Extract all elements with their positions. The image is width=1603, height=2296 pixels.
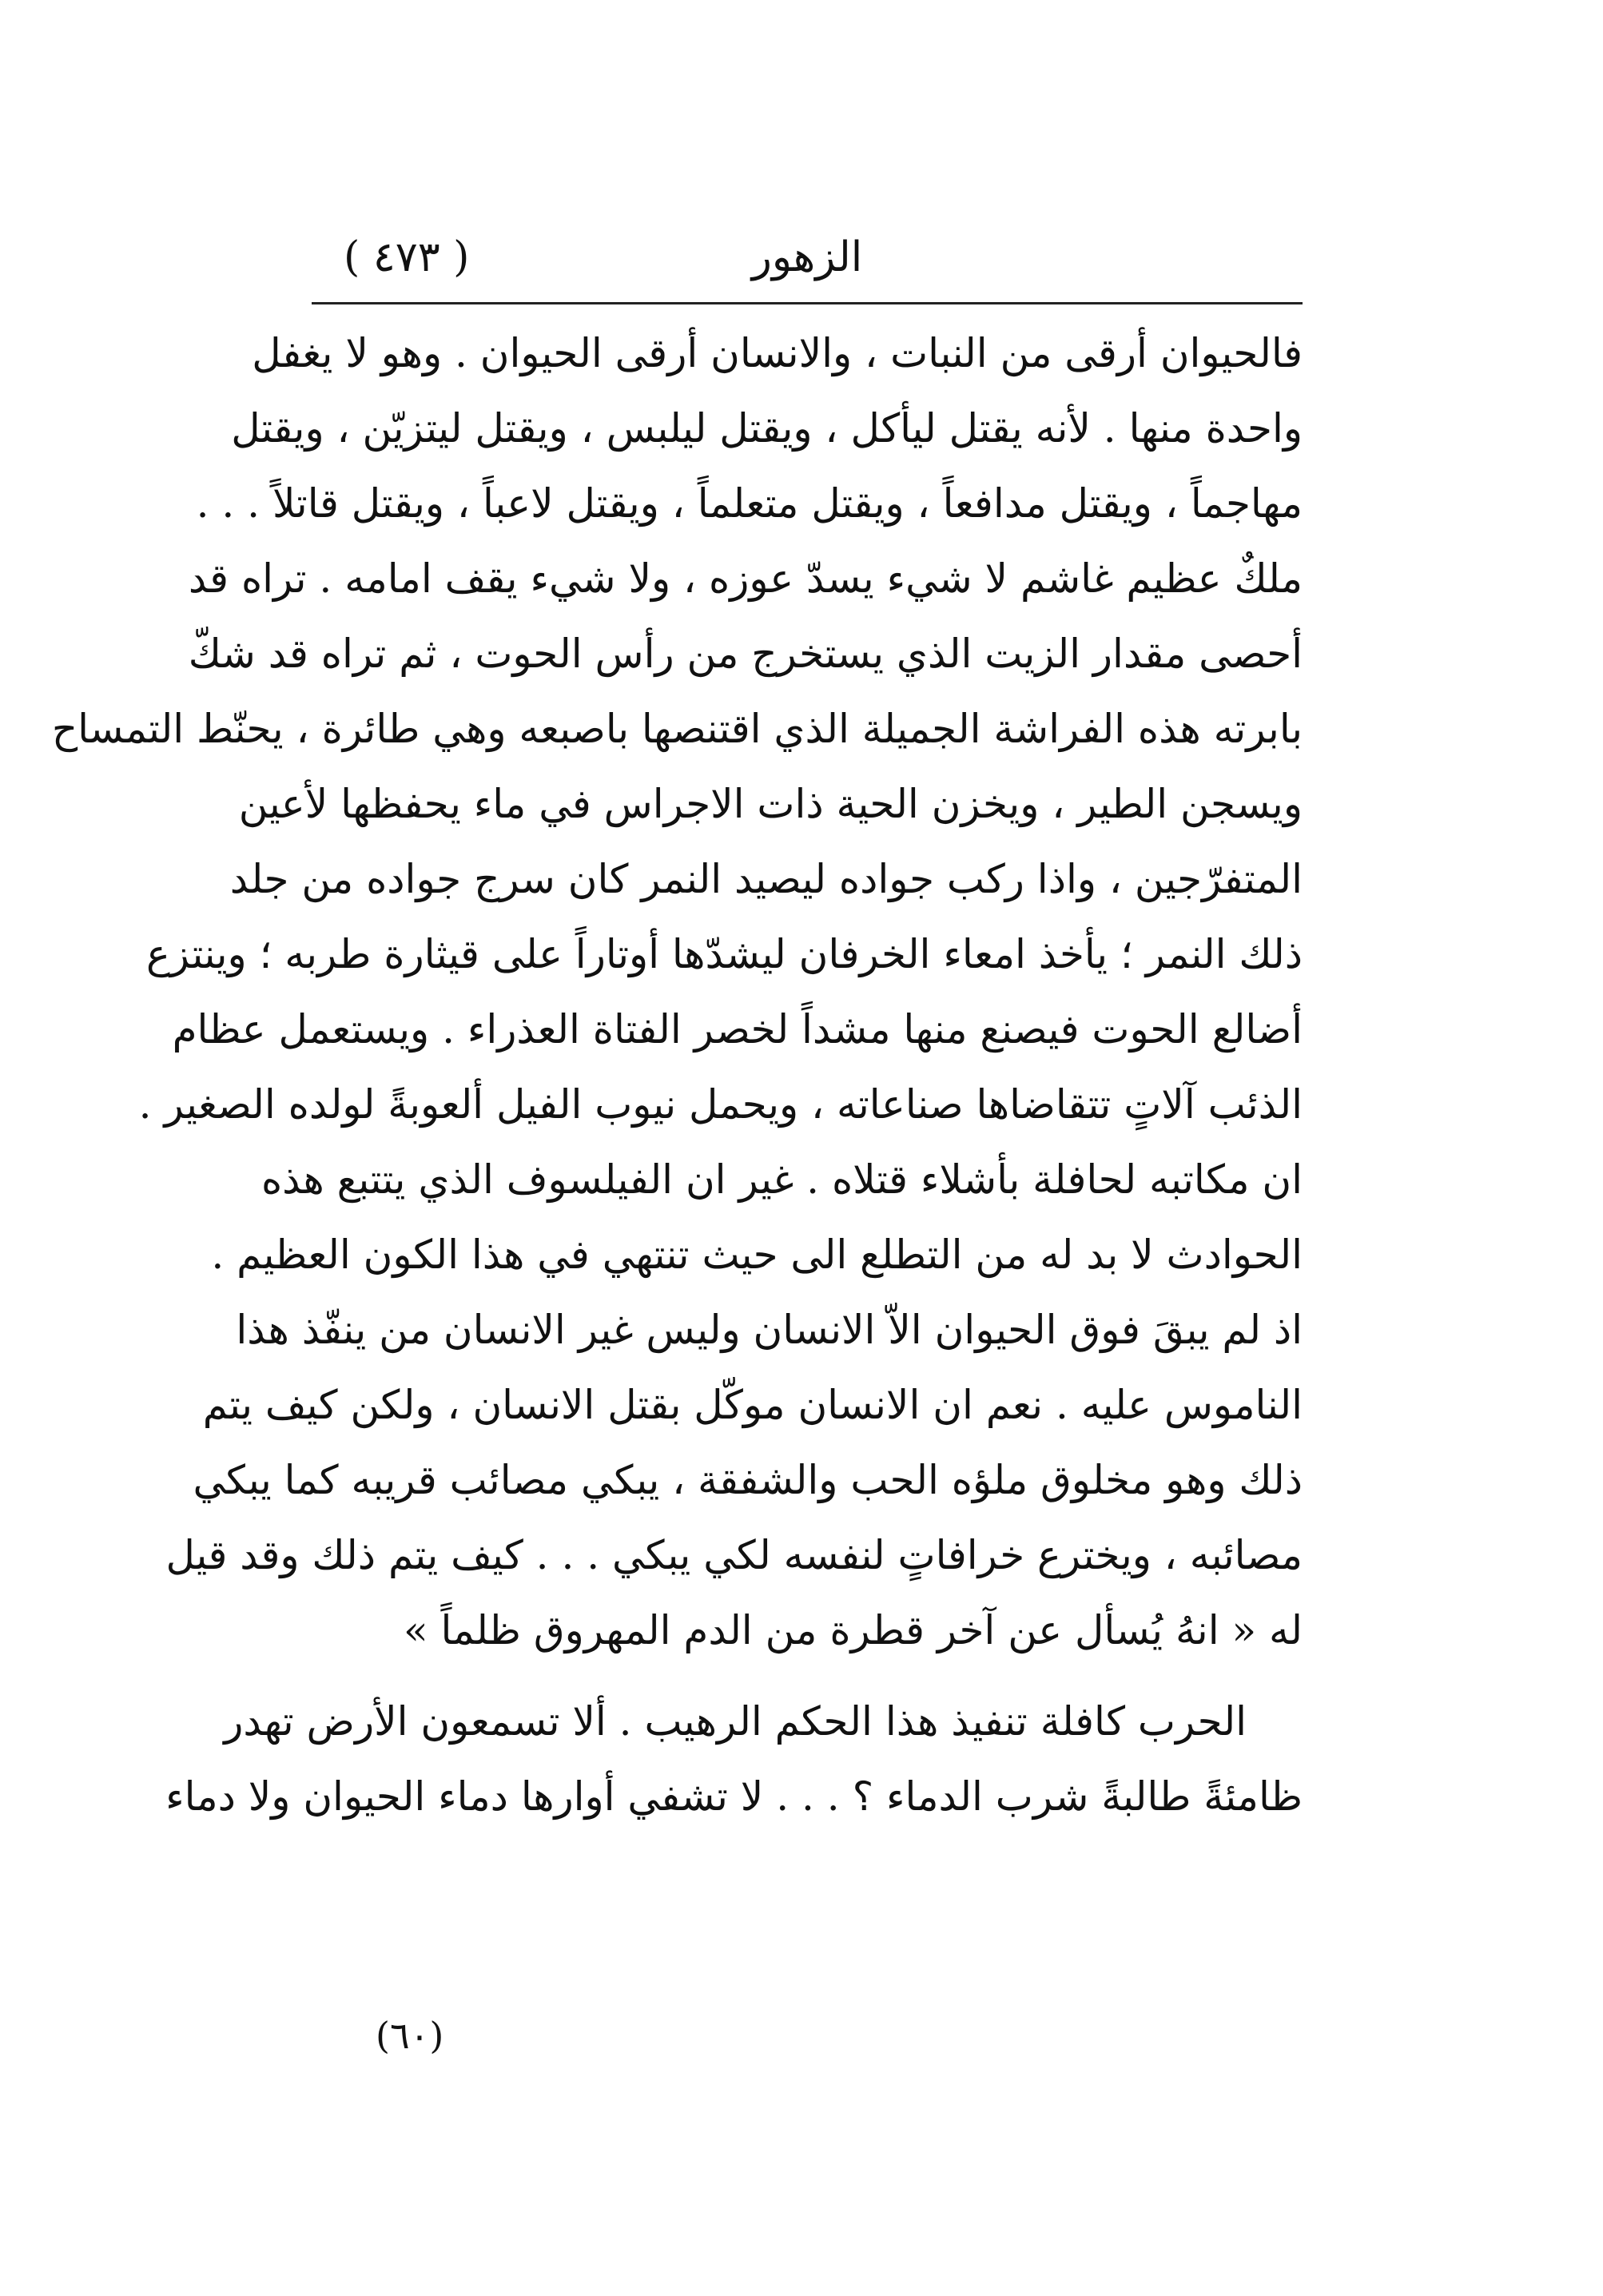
text-line: المتفرّجين ، واذا ركب جواده ليصيد النمر كان سرج جواده من جلد — [229, 856, 1303, 902]
text-line: بابرته هذه الفراشة الجميلة الذي اقتنصها باصبعه وهي طائرة ، يحنّط التمساح — [51, 706, 1303, 752]
text-line: فالحيوان أرقى من النبات ، والانسان أرقى الحيوان . وهو لا يغفل — [252, 330, 1303, 376]
text-line: مهاجماً ، ويقتل مدافعاً ، ويقتل متعلماً ، ويقتل لاعباً ، ويقتل قاتلاً . . . — [196, 480, 1303, 527]
text-line: ذلك النمر ؛ يأخذ امعاء الخرفان ليشدّها أوتاراً على قيثارة طربه ؛ وينتزع — [145, 931, 1303, 977]
running-title: الزهور — [751, 233, 863, 281]
page-number: ( ٤٧٣ ) — [344, 233, 470, 281]
text-line: الذئب آلاتٍ تتقاضاها صناعاته ، ويحمل نيوب الفيل ألعوبةً لولده الصغير . — [138, 1081, 1303, 1128]
text-line: الحوادث لا بد له من التطلع الى حيث تنتهي في هذا الكون العظيم . — [211, 1232, 1303, 1278]
text-line: أضالع الحوت فيصنع منها مشداً لخصر الفتاة العذراء . ويستعمل عظام — [172, 1006, 1303, 1052]
running-head — [312, 225, 1303, 297]
header-rule — [312, 302, 1303, 304]
text-line: ويسجن الطير ، ويخزن الحية ذات الاجراس في ماء يحفظها لأعين — [238, 781, 1303, 827]
text-line: مصائبه ، ويخترع خرافاتٍ لنفسه لكي يبكي . . . كيف يتم ذلك وقد قيل — [165, 1532, 1303, 1578]
text-line: الناموس عليه . نعم ان الانسان موكّل بقتل الانسان ، ولكن كيف يتم — [202, 1382, 1303, 1428]
text-line: ان مكاتبه لحافلة بأشلاء قتلاه . غير ان الفيلسوف الذي يتتبع هذه — [261, 1156, 1303, 1203]
signature-mark: (٦٠) — [376, 2014, 444, 2057]
text-line: ملكٌ عظيم غاشم لا شيء يسدّ عوزه ، ولا شيء يقف امامه . تراه قد — [188, 555, 1303, 602]
body-text — [51, 316, 1303, 1834]
text-line: له « انهُ يُسأل عن آخر قطرة من الدم المهروق ظلماً » — [404, 1607, 1303, 1653]
text-line: واحدة منها . لأنه يقتل ليأكل ، ويقتل ليلبس ، ويقتل ليتزيّن ، ويقتل — [231, 405, 1303, 452]
text-line: أحصى مقدار الزيت الذي يستخرج من رأس الحوت ، ثم تراه قد شكّ — [188, 631, 1303, 677]
paragraph-gap — [312, 1668, 1303, 1684]
text-line: الحرب كافلة تنفيذ هذا الحكم الرهيب . ألا تسمعون الأرض تهدر — [224, 1698, 1247, 1745]
text-line: اذ لم يبقَ فوق الحيوان الاّ الانسان وليس غير الانسان من ينفّذ هذا — [236, 1307, 1303, 1353]
paragraph-2 — [165, 1684, 1303, 1834]
text-line: ذلك وهو مخلوق ملؤه الحب والشفقة ، يبكي مصائب قريبه كما يبكي — [193, 1457, 1303, 1503]
text-line: ظامئةً طالبةً شرب الدماء ؟ . . . لا تشفي أوارها دماء الحيوان ولا دماء — [165, 1773, 1303, 1820]
paragraph-1 — [51, 316, 1303, 1668]
